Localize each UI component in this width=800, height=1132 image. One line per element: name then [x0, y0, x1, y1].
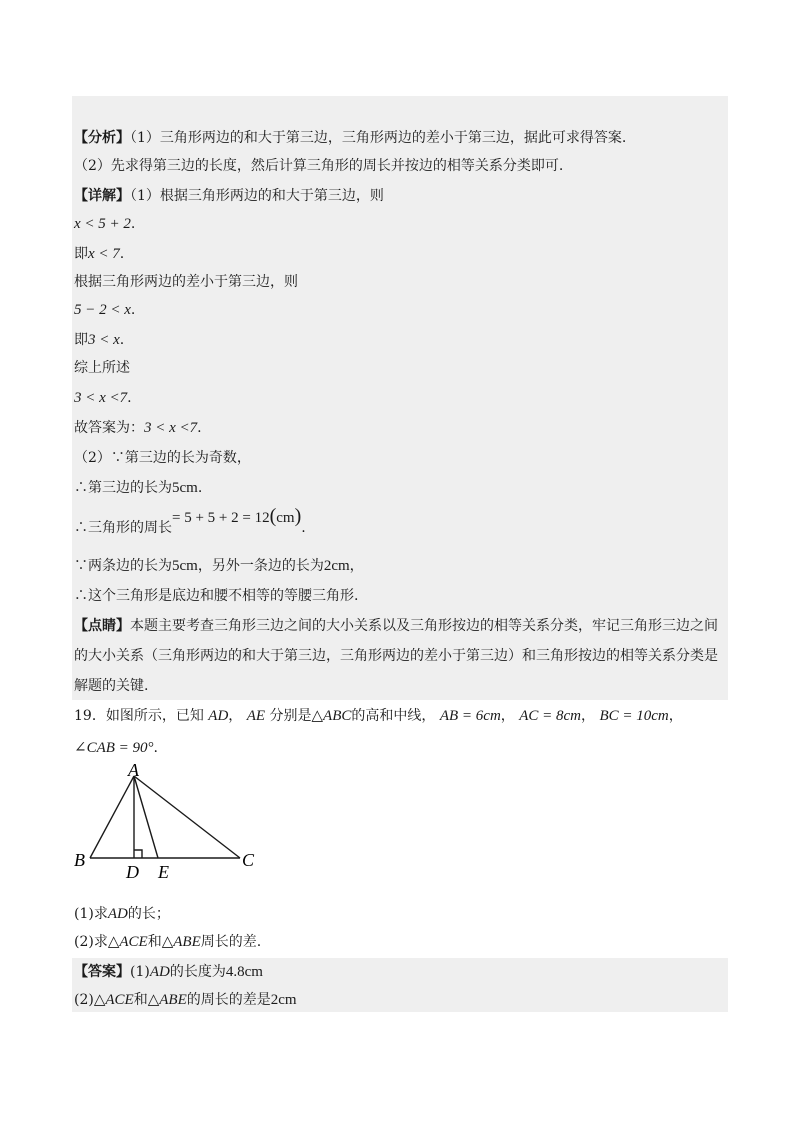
answer-line-1 [74, 962, 263, 982]
segment-AC [134, 776, 240, 858]
math-AD: AD [208, 708, 229, 724]
math-5-minus-2: 5 − 2 < x [74, 302, 131, 318]
question-2-and: 和 [147, 934, 162, 950]
detail-line-13: ∵两条边的长为5cm，另外一条边的长为2cm， [74, 558, 364, 574]
comment-line-3 [74, 676, 148, 696]
label-C: C [242, 850, 255, 870]
answer-1-mid: 的长度为 [169, 964, 226, 980]
detail-tag: 【详解】 [74, 188, 130, 204]
comment-text-3: 解题的关键. [74, 678, 149, 694]
detail-line-3: 即x < 7. [74, 246, 125, 262]
answer-2-and: 和 [133, 992, 148, 1008]
math-angle-CAB: ∠CAB = 90° [74, 740, 154, 756]
math-range-answer: 3 < x <7 [144, 420, 198, 436]
answer-2-prefix: (2) [74, 992, 94, 1008]
detail-prefix-ji: 即 [74, 246, 88, 262]
detail-text-14: ∴这个三角形是底边和腰不相等的等腰三角形. [74, 588, 359, 604]
comment-text-1: 本题主要考查三角形三边之间的大小关系以及三角形按边的相等关系分类，牢记三角形三边之间 [130, 618, 718, 634]
math-answer-2cm: 2cm [270, 992, 297, 1008]
detail-line-7 [74, 358, 130, 378]
comment-line-2 [74, 646, 718, 666]
detail-line-11: ∴第三边的长为5cm. [74, 480, 203, 496]
detail-line-9: 故答案为：3 < x <7. [74, 420, 202, 436]
detail-prefix-two-sides: ∵两条边的长为 [74, 558, 172, 574]
detail-mid-other-side: ，另外一条边的长为 [197, 558, 324, 574]
answer-2-mid: 的周长的差是 [186, 992, 271, 1008]
analysis-line-2 [74, 156, 563, 176]
math-other-side-2cm: 2cm [323, 558, 350, 574]
problem-text-given: 如图所示，已知 [105, 708, 204, 724]
question-2 [74, 932, 261, 952]
problem-sep: ， [228, 708, 243, 724]
problem-text-respectively: 分别是 [269, 708, 312, 724]
math-AB: AB = 6cm [439, 708, 501, 724]
analysis-tag: 【分析】 [74, 130, 130, 146]
answer-1-prefix: (1) [130, 964, 150, 980]
problem-number: 19． [74, 708, 106, 724]
math-AE: AE [246, 708, 266, 724]
detail-line-4 [74, 272, 298, 292]
detail-prefix-third-side: ∴第三边的长为 [74, 480, 172, 496]
comment-line-1 [74, 616, 718, 636]
right-angle-mark [134, 850, 142, 858]
detail-text-10: （2）∵第三边的长为奇数， [74, 450, 251, 466]
math-BC: BC = 10cm [599, 708, 669, 724]
triangle-figure [70, 764, 270, 884]
label-A: A [128, 764, 139, 780]
math-answer-ACE: △ACE [93, 992, 134, 1008]
math-AC: AC = 8cm [519, 708, 582, 724]
question-1-prefix: (1)求 [74, 906, 108, 922]
label-D: D [126, 862, 139, 882]
math-q2-ACE: △ACE [107, 934, 148, 950]
problem-statement-line-1: 19．如图所示，已知 AD， AE 分别是△ABC的高和中线， AB = 6cm， AC = 8cm， BC = 10cm， [74, 708, 683, 724]
comment-text-2: 的大小关系（三角形两边的和大于第三边，三角形两边的差小于第三边）和三角形按边的相等关系分类是 [74, 648, 718, 664]
math-x-lt-7-sum: x < 5 + 2 [74, 216, 131, 232]
detail-prefix-perimeter: ∴三角形的周长 [74, 520, 172, 536]
math-3-lt-x: 3 < x [88, 332, 120, 348]
analysis-line-1 [74, 128, 626, 148]
math-q2-ABE: △ABE [161, 934, 201, 950]
math-answer-4-8cm: 4.8cm [225, 964, 263, 980]
question-2-prefix: (2)求 [74, 934, 108, 950]
segment-AE [134, 776, 158, 858]
detail-line-12: ∴三角形的周长= 5 + 5 + 2 = 12(cm). [74, 505, 306, 536]
detail-line-6: 即3 < x. [74, 332, 125, 348]
math-q1-AD: AD [107, 906, 128, 922]
segment-AB [90, 776, 134, 858]
comment-tag: 【点睛】 [74, 618, 130, 634]
detail-line-14 [74, 586, 358, 606]
math-perimeter: = 5 + 5 + 2 = 12 [172, 510, 270, 526]
problem-statement-line-2: ∠CAB = 90°. [74, 740, 158, 756]
detail-text-4: 根据三角形两边的差小于第三边，则 [74, 274, 298, 290]
detail-prefix-answer: 故答案为： [74, 420, 144, 436]
question-2-suffix: 周长的差. [200, 934, 262, 950]
detail-prefix-ji-2: 即 [74, 332, 88, 348]
math-5cm: 5cm [172, 480, 198, 496]
math-triangle-ABC: △ABC [311, 708, 352, 724]
math-perimeter-unit: cm [276, 510, 295, 526]
detail-line-5: 5 − 2 < x. [74, 302, 136, 318]
detail-line-2: x < 5 + 2. [74, 216, 136, 232]
detail-line-10 [74, 448, 251, 468]
math-two-sides-5cm: 5cm [172, 558, 198, 574]
analysis-text-1: （1）三角形两边的和大于第三边，三角形两边的差小于第三边，据此可求得答案. [130, 130, 627, 146]
question-1-suffix: 的长； [127, 906, 170, 922]
detail-text-7: 综上所述 [74, 360, 130, 376]
detail-text-1: （1）根据三角形两边的和大于第三边，则 [130, 188, 384, 204]
label-E: E [158, 862, 169, 882]
math-range: 3 < x <7 [74, 390, 128, 406]
math-x-lt-7: x < 7 [88, 246, 120, 262]
label-B: B [74, 850, 85, 870]
answer-line-2 [74, 990, 297, 1010]
detail-line-8: 3 < x <7. [74, 390, 132, 406]
problem-text-height-median: 的高和中线， [351, 708, 436, 724]
analysis-text-2: （2）先求得第三边的长度，然后计算三角形的周长并按边的相等关系分类即可. [74, 158, 564, 174]
question-1 [74, 904, 170, 924]
detail-line-1 [74, 186, 384, 206]
math-answer-ABE: △ABE [147, 992, 187, 1008]
answer-tag: 【答案】 [74, 964, 130, 980]
math-answer-AD: AD [149, 964, 170, 980]
